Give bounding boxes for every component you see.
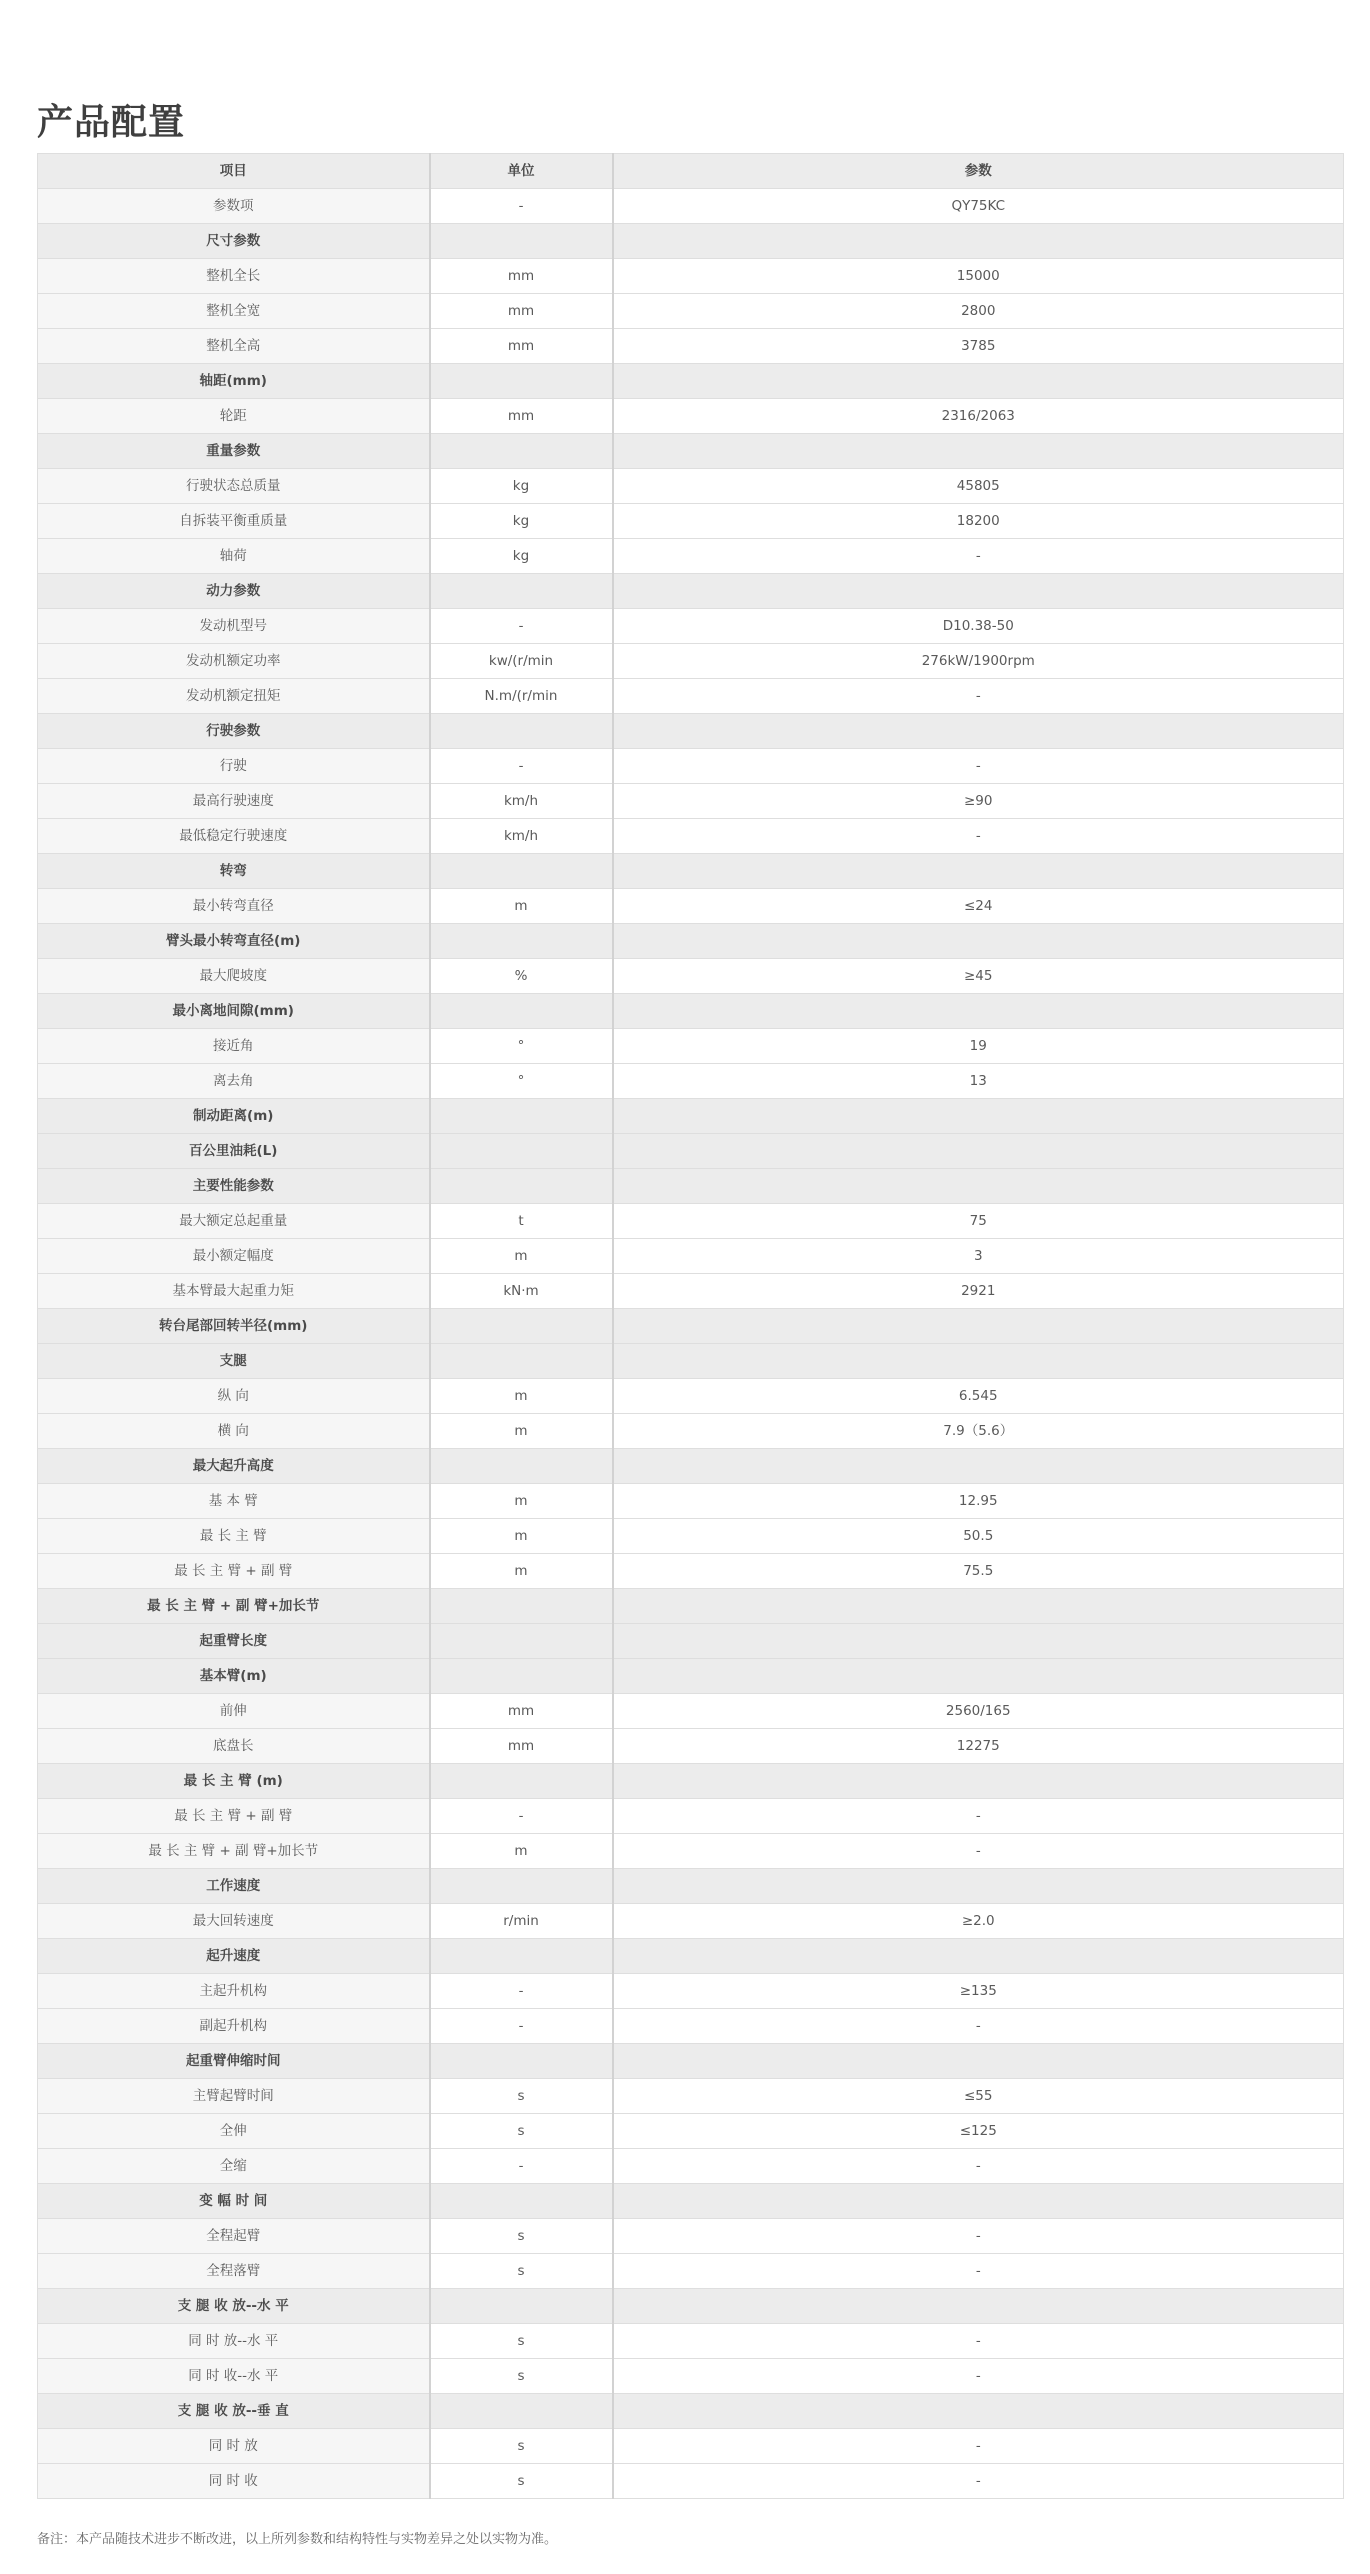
table-row [38, 2009, 1344, 2044]
cell-unit: - [430, 189, 613, 224]
cell-item: 最 长 主 臂 [38, 1519, 430, 1554]
table-row [38, 2359, 1344, 2394]
cell-value [613, 364, 1344, 399]
section-row [38, 1659, 1344, 1694]
cell-item: 基 本 臂 [38, 1484, 430, 1519]
cell-unit: - [430, 1974, 613, 2009]
cell-value: - [613, 1834, 1344, 1869]
cell-unit: - [430, 2009, 613, 2044]
cell-value: 19 [613, 1029, 1344, 1064]
cell-value: - [613, 2429, 1344, 2464]
cell-value: 7.9（5.6） [613, 1414, 1344, 1449]
cell-value: - [613, 2359, 1344, 2394]
cell-item: 动力参数 [38, 574, 430, 609]
cell-item: 转台尾部回转半径(mm) [38, 1309, 430, 1344]
cell-unit: t [430, 1204, 613, 1239]
section-row [38, 1869, 1344, 1904]
cell-item: 轮距 [38, 399, 430, 434]
cell-value: - [613, 2219, 1344, 2254]
table-row [38, 784, 1344, 819]
table-row [38, 2254, 1344, 2289]
cell-unit: mm [430, 329, 613, 364]
section-row [38, 364, 1344, 399]
cell-value: ≥45 [613, 959, 1344, 994]
table-row [38, 749, 1344, 784]
cell-unit: kg [430, 539, 613, 574]
table-row [38, 1029, 1344, 1064]
cell-unit [430, 1624, 613, 1659]
cell-unit: s [430, 2359, 613, 2394]
table-row [38, 609, 1344, 644]
cell-unit [430, 1449, 613, 1484]
cell-item: 行驶 [38, 749, 430, 784]
cell-value: 12.95 [613, 1484, 1344, 1519]
cell-item: 起升速度 [38, 1939, 430, 1974]
cell-unit: mm [430, 399, 613, 434]
cell-item: 起重臂伸缩时间 [38, 2044, 430, 2079]
cell-unit [430, 2184, 613, 2219]
cell-item: 发动机额定功率 [38, 644, 430, 679]
cell-unit: m [430, 1414, 613, 1449]
footnote: 备注：本产品随技术进步不断改进，以上所列参数和结构特性与实物差异之处以实物为准。 [37, 2532, 558, 2547]
cell-item: 臂头最小转弯直径(m) [38, 924, 430, 959]
cell-value: 45805 [613, 469, 1344, 504]
table-row [38, 2464, 1344, 2499]
cell-item: 同 时 收--水 平 [38, 2359, 430, 2394]
section-row [38, 574, 1344, 609]
section-row [38, 2289, 1344, 2324]
cell-unit [430, 1169, 613, 1204]
cell-value: ≤125 [613, 2114, 1344, 2149]
cell-unit: ° [430, 1064, 613, 1099]
cell-item: 全缩 [38, 2149, 430, 2184]
table-body [38, 189, 1344, 2499]
cell-value: 75.5 [613, 1554, 1344, 1589]
cell-item: 主要性能参数 [38, 1169, 430, 1204]
cell-unit: % [430, 959, 613, 994]
table-row [38, 2324, 1344, 2359]
cell-unit: ° [430, 1029, 613, 1064]
cell-unit: m [430, 1519, 613, 1554]
cell-value: - [613, 1799, 1344, 1834]
cell-unit: m [430, 1484, 613, 1519]
table-row [38, 1694, 1344, 1729]
cell-unit [430, 224, 613, 259]
table-row [38, 889, 1344, 924]
table-row [38, 1519, 1344, 1554]
header-param: 参数 [613, 154, 1344, 189]
table-row [38, 504, 1344, 539]
table-row [38, 399, 1344, 434]
cell-unit [430, 1344, 613, 1379]
cell-item: 最 长 主 臂 + 副 臂+加长节 [38, 1589, 430, 1624]
cell-item: 全程落臂 [38, 2254, 430, 2289]
cell-unit [430, 1764, 613, 1799]
cell-unit [430, 854, 613, 889]
cell-unit: kg [430, 469, 613, 504]
section-row [38, 994, 1344, 1029]
section-row [38, 1134, 1344, 1169]
cell-item: 副起升机构 [38, 2009, 430, 2044]
section-row [38, 924, 1344, 959]
table-row [38, 2149, 1344, 2184]
cell-item: 自拆装平衡重质量 [38, 504, 430, 539]
cell-item: 横 向 [38, 1414, 430, 1449]
cell-value [613, 224, 1344, 259]
cell-item: 最 长 主 臂 + 副 臂 [38, 1799, 430, 1834]
cell-unit: - [430, 1799, 613, 1834]
cell-unit: mm [430, 1729, 613, 1764]
cell-value: QY75KC [613, 189, 1344, 224]
cell-item: 重量参数 [38, 434, 430, 469]
table-row [38, 1729, 1344, 1764]
cell-item: 接近角 [38, 1029, 430, 1064]
table-row [38, 539, 1344, 574]
section-row [38, 1309, 1344, 1344]
table-row [38, 1414, 1344, 1449]
cell-item: 同 时 放--水 平 [38, 2324, 430, 2359]
cell-unit [430, 2289, 613, 2324]
cell-value [613, 1449, 1344, 1484]
cell-value: 50.5 [613, 1519, 1344, 1554]
cell-value: ≤55 [613, 2079, 1344, 2114]
cell-value: 2921 [613, 1274, 1344, 1309]
cell-item: 最大爬坡度 [38, 959, 430, 994]
section-row [38, 1624, 1344, 1659]
cell-value: - [613, 539, 1344, 574]
cell-item: 全程起臂 [38, 2219, 430, 2254]
table-row [38, 189, 1344, 224]
cell-item: 最小额定幅度 [38, 1239, 430, 1274]
cell-value: D10.38-50 [613, 609, 1344, 644]
cell-unit: s [430, 2324, 613, 2359]
cell-unit: s [430, 2254, 613, 2289]
cell-unit: s [430, 2114, 613, 2149]
table-row [38, 1239, 1344, 1274]
cell-item: 全伸 [38, 2114, 430, 2149]
section-row [38, 1344, 1344, 1379]
cell-unit [430, 714, 613, 749]
cell-value: - [613, 2009, 1344, 2044]
cell-item: 发动机型号 [38, 609, 430, 644]
cell-value: 12275 [613, 1729, 1344, 1764]
cell-unit: s [430, 2464, 613, 2499]
cell-value: 2316/2063 [613, 399, 1344, 434]
section-row [38, 1589, 1344, 1624]
cell-value: ≤24 [613, 889, 1344, 924]
cell-value [613, 1169, 1344, 1204]
table-row [38, 2079, 1344, 2114]
section-row [38, 1939, 1344, 1974]
cell-unit [430, 994, 613, 1029]
cell-unit: m [430, 1834, 613, 1869]
section-row [38, 854, 1344, 889]
cell-item: 底盘长 [38, 1729, 430, 1764]
header-unit: 单位 [430, 154, 613, 189]
cell-unit: kw/(r/min [430, 644, 613, 679]
cell-item: 尺寸参数 [38, 224, 430, 259]
cell-item: 最大起升高度 [38, 1449, 430, 1484]
table-row [38, 2219, 1344, 2254]
cell-unit: s [430, 2079, 613, 2114]
cell-item: 最低稳定行驶速度 [38, 819, 430, 854]
cell-item: 百公里油耗(L) [38, 1134, 430, 1169]
section-row [38, 714, 1344, 749]
section-row [38, 1169, 1344, 1204]
cell-value: 18200 [613, 504, 1344, 539]
cell-item: 轴距(mm) [38, 364, 430, 399]
cell-unit [430, 2394, 613, 2429]
section-row [38, 2044, 1344, 2079]
cell-unit: r/min [430, 1904, 613, 1939]
cell-value [613, 434, 1344, 469]
table-row [38, 1834, 1344, 1869]
cell-value [613, 1134, 1344, 1169]
cell-item: 最大额定总起重量 [38, 1204, 430, 1239]
cell-value [613, 2394, 1344, 2429]
cell-unit [430, 2044, 613, 2079]
cell-value: - [613, 749, 1344, 784]
cell-item: 整机全高 [38, 329, 430, 364]
cell-value [613, 1869, 1344, 1904]
cell-unit: kg [430, 504, 613, 539]
table-row [38, 1799, 1344, 1834]
cell-unit: - [430, 749, 613, 784]
cell-value: - [613, 679, 1344, 714]
cell-unit: s [430, 2219, 613, 2254]
cell-item: 行驶参数 [38, 714, 430, 749]
cell-unit [430, 1309, 613, 1344]
cell-item: 最高行驶速度 [38, 784, 430, 819]
cell-value [613, 1344, 1344, 1379]
table-row [38, 959, 1344, 994]
table-row [38, 1274, 1344, 1309]
section-row [38, 1449, 1344, 1484]
cell-value [613, 2289, 1344, 2324]
table-row [38, 259, 1344, 294]
table-row [38, 1204, 1344, 1239]
table-row [38, 2429, 1344, 2464]
cell-value: - [613, 2324, 1344, 2359]
cell-value [613, 2184, 1344, 2219]
cell-value: - [613, 2464, 1344, 2499]
cell-unit: mm [430, 259, 613, 294]
table-row [38, 469, 1344, 504]
cell-unit [430, 1099, 613, 1134]
table-row [38, 679, 1344, 714]
cell-unit [430, 1134, 613, 1169]
cell-value: 75 [613, 1204, 1344, 1239]
cell-unit [430, 574, 613, 609]
table-row [38, 1554, 1344, 1589]
cell-item: 工作速度 [38, 1869, 430, 1904]
cell-item: 起重臂长度 [38, 1624, 430, 1659]
table-row [38, 1974, 1344, 2009]
cell-item: 转弯 [38, 854, 430, 889]
cell-value [613, 1099, 1344, 1134]
cell-unit [430, 434, 613, 469]
table-row [38, 294, 1344, 329]
cell-value [613, 1589, 1344, 1624]
cell-unit: - [430, 609, 613, 644]
cell-unit: kN·m [430, 1274, 613, 1309]
cell-item: 最 长 主 臂 (m) [38, 1764, 430, 1799]
cell-item: 支 腿 收 放--水 平 [38, 2289, 430, 2324]
cell-value: 15000 [613, 259, 1344, 294]
cell-item: 离去角 [38, 1064, 430, 1099]
cell-item: 变 幅 时 间 [38, 2184, 430, 2219]
cell-item: 轴荷 [38, 539, 430, 574]
cell-value [613, 854, 1344, 889]
cell-item: 最大回转速度 [38, 1904, 430, 1939]
cell-value [613, 1764, 1344, 1799]
cell-unit: mm [430, 294, 613, 329]
cell-value: ≥135 [613, 1974, 1344, 2009]
table-row [38, 1484, 1344, 1519]
table-row [38, 329, 1344, 364]
section-row [38, 224, 1344, 259]
cell-unit: m [430, 1379, 613, 1414]
section-row [38, 1764, 1344, 1799]
cell-item: 同 时 收 [38, 2464, 430, 2499]
page-title: 产品配置 [37, 102, 186, 144]
cell-value: 2800 [613, 294, 1344, 329]
table-row [38, 1904, 1344, 1939]
cell-unit: m [430, 1554, 613, 1589]
table-row [38, 1064, 1344, 1099]
section-row [38, 2394, 1344, 2429]
cell-value: 2560/165 [613, 1694, 1344, 1729]
cell-value [613, 1659, 1344, 1694]
cell-item: 支 腿 收 放--垂 直 [38, 2394, 430, 2429]
section-row [38, 2184, 1344, 2219]
cell-item: 整机全长 [38, 259, 430, 294]
cell-value: - [613, 2254, 1344, 2289]
cell-value: 3 [613, 1239, 1344, 1274]
cell-value: ≥90 [613, 784, 1344, 819]
cell-item: 同 时 放 [38, 2429, 430, 2464]
cell-unit: - [430, 2149, 613, 2184]
cell-item: 主起升机构 [38, 1974, 430, 2009]
cell-item: 制动距离(m) [38, 1099, 430, 1134]
section-row [38, 1099, 1344, 1134]
cell-value [613, 1309, 1344, 1344]
table-header-row [38, 154, 1344, 189]
cell-value: - [613, 2149, 1344, 2184]
cell-item: 支腿 [38, 1344, 430, 1379]
cell-item: 基本臂(m) [38, 1659, 430, 1694]
table-row [38, 1379, 1344, 1414]
cell-unit [430, 1869, 613, 1904]
cell-item: 前伸 [38, 1694, 430, 1729]
cell-unit [430, 1939, 613, 1974]
cell-value [613, 994, 1344, 1029]
cell-item: 行驶状态总质量 [38, 469, 430, 504]
cell-unit: mm [430, 1694, 613, 1729]
cell-unit [430, 1659, 613, 1694]
cell-item: 参数项 [38, 189, 430, 224]
cell-unit: m [430, 1239, 613, 1274]
cell-value: ≥2.0 [613, 1904, 1344, 1939]
cell-item: 主臂起臂时间 [38, 2079, 430, 2114]
cell-value [613, 574, 1344, 609]
cell-item: 最 长 主 臂 + 副 臂 [38, 1554, 430, 1589]
cell-item: 最小离地间隙(mm) [38, 994, 430, 1029]
cell-value [613, 1624, 1344, 1659]
cell-value [613, 924, 1344, 959]
cell-item: 最小转弯直径 [38, 889, 430, 924]
cell-unit: km/h [430, 819, 613, 854]
cell-unit: N.m/(r/min [430, 679, 613, 714]
cell-value: 6.545 [613, 1379, 1344, 1414]
cell-unit [430, 924, 613, 959]
cell-item: 发动机额定扭矩 [38, 679, 430, 714]
table-row [38, 644, 1344, 679]
cell-value [613, 1939, 1344, 1974]
cell-value: 3785 [613, 329, 1344, 364]
cell-item: 最 长 主 臂 + 副 臂+加长节 [38, 1834, 430, 1869]
cell-item: 整机全宽 [38, 294, 430, 329]
cell-unit [430, 364, 613, 399]
cell-unit [430, 1589, 613, 1624]
cell-unit: m [430, 889, 613, 924]
cell-value: 13 [613, 1064, 1344, 1099]
cell-value [613, 714, 1344, 749]
cell-item: 纵 向 [38, 1379, 430, 1414]
cell-value: - [613, 819, 1344, 854]
cell-unit: km/h [430, 784, 613, 819]
section-row [38, 434, 1344, 469]
table-row [38, 819, 1344, 854]
cell-value: 276kW/1900rpm [613, 644, 1344, 679]
cell-unit: s [430, 2429, 613, 2464]
cell-item: 基本臂最大起重力矩 [38, 1274, 430, 1309]
header-item: 项目 [38, 154, 430, 189]
table-row [38, 2114, 1344, 2149]
cell-value [613, 2044, 1344, 2079]
product-config-table [37, 153, 1344, 2499]
